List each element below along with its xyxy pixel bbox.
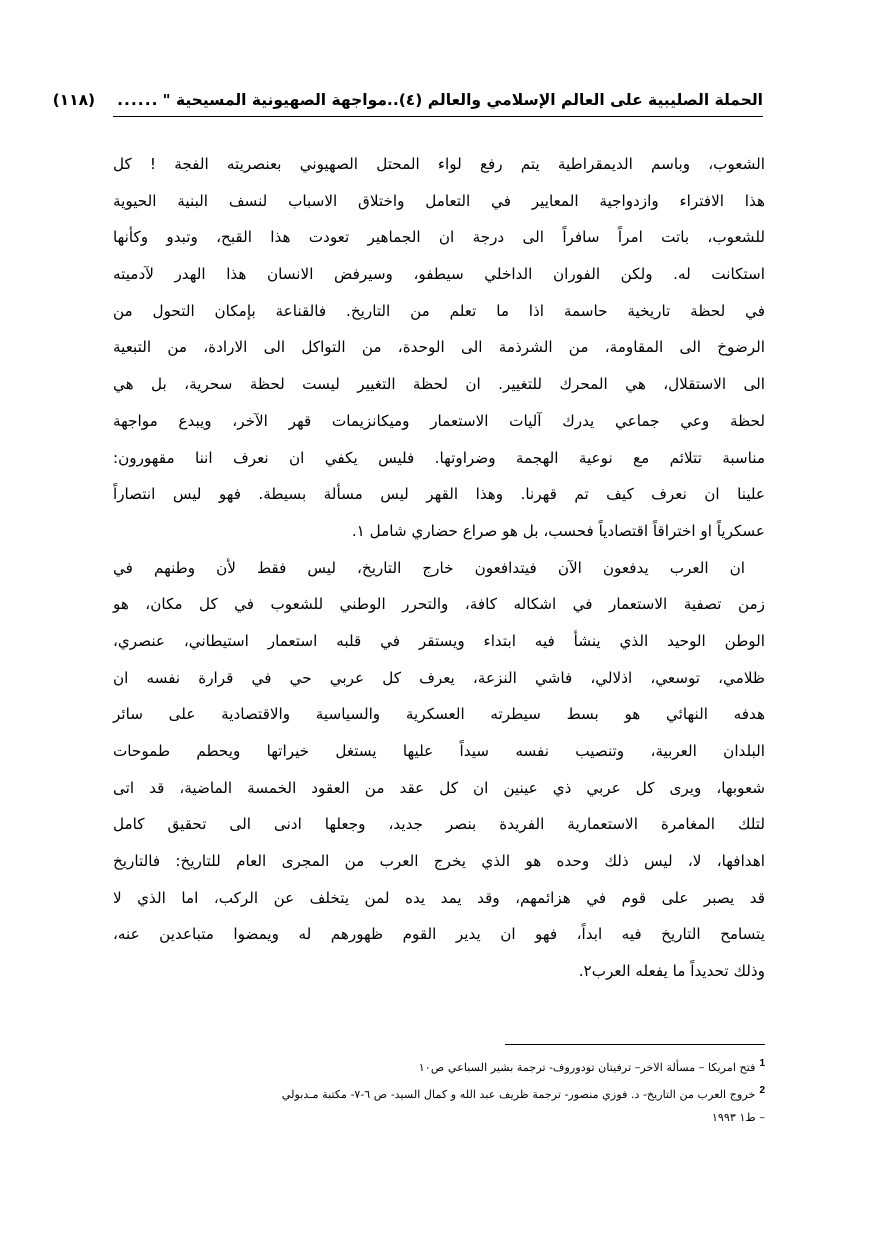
text-line: عسكرياً او اختراقاً اقتصادياً فحسب، بل هو صراع حضاري شامل ١. [351, 521, 765, 540]
text-line: الشعوب، وباسم الديمقراطية يتم رفع لواء المحتل الصهيوني بعنصريته الفجة ! كل [113, 155, 765, 173]
paragraph-2 [113, 550, 765, 990]
text-line: قد يصبر على قوم في هزائمهم، وقد يمد يده لمن يتخلف عن الركب، اما الذي لا [113, 888, 765, 907]
footnote-marker: 2 [759, 1085, 765, 1096]
text-line: الى الاستقلال، هي المحرك للتغيير. ان لحظة التغيير ليست لحظة سحرية، بل هي [113, 375, 765, 394]
text-line: هدفه النهائي هو بسط سيطرته العسكرية والسياسية والاقتصادية على سائر [113, 705, 765, 724]
text-line: اهدافها، لا، ليس ذلك وحده هو الذي يخرج العرب من المجرى العام للتاريخ: فالتاريخ [113, 852, 765, 871]
text-line: للشعوب، باتت امراً سافراً الى درجة ان الجماهير تعودت هذا القبح، وتبدو وكأنها [113, 228, 765, 247]
footnote-marker: 1 [759, 1058, 765, 1069]
footnote-separator [505, 1044, 765, 1045]
text-line: هذا الافتراء وازدواجية المعايير في التعامل واختلاق الاسباب لنسف البنية الحيوية [113, 191, 765, 210]
text-line: لحظة وعي جماعي يدرك آليات الاستعمار وميكانزيمات قهر الآخر، ويبدع مواجهة [113, 411, 765, 430]
page-number: (١١٨) [52, 91, 96, 109]
text-line: لتلك المغامرة الاستعمارية الفريدة بنصر جديد، وجعلها ادنى الى تحقيق كامل [113, 815, 765, 834]
text-line: وذلك تحديداً ما يفعله العرب٢. [578, 962, 765, 981]
text-line: البلدان العربية، وتنصيب نفسه سيداً عليها يستغل خيراتها ويحطم طموحات [113, 742, 765, 760]
text-line: شعوبها، ويرى كل عربي ذي عينين ان كل عقد من العقود الخمسة الماضية، قد اتى [113, 778, 765, 797]
text-line: استكانت له. ولكن الفوران الداخلي سيطفو، وسيرفض الانسان هذا الهدر لآدميته [113, 265, 765, 284]
text-line: يتسامح التاريخ فيه ابداً، فهو ان يدير القوم ظهورهم له ويمضوا متباعدين عنه، [113, 925, 765, 944]
running-title-ellipsis: ...... [117, 91, 159, 109]
footnote-text: خروج العرب من التاريخ- د. فوزي منصور- ترجمة ظريف عبد الله و كمال السيد- ص ٦-٧- مكتبة مـدبولي [281, 1088, 756, 1101]
body-text [113, 146, 765, 990]
footnote-2 [113, 1079, 765, 1129]
footnote-text-continued: – ط١ ١٩٩٣ [711, 1111, 765, 1124]
running-title: الحملة الصليبية على العالم الإسلامي والعالم (٤)..مواجهة الصهيونية المسيحية " [162, 91, 763, 109]
footnote-text: فتح امريكا – مسألة الاخر– ترفيتان تودوروف- ترجمة بشير السباعي ص١٠ [418, 1061, 756, 1074]
text-line: مناسبة تتلائم مع نوعية الهجمة وضراوتها. فليس يكفي ان نعرف اننا مقهورون: [113, 448, 765, 467]
text-line: زمن تصفية الاستعمار في اشكاله كافة، والتحرر الوطني للشعوب في كل مكان، هو [113, 595, 765, 614]
text-line: الوطن الوحيد الذي ينشأ فيه ابتداء ويستقر في قلبه استعمار استيطاني، عنصري، [113, 631, 765, 650]
text-line: ظلامي، توسعي، اذلالي، فاشي النزعة، يعرف كل عربي حي في قرارة نفسه ان [113, 668, 765, 687]
page-header [52, 86, 763, 117]
footnote-1 [113, 1052, 765, 1079]
text-line: في لحظة تاريخية حاسمة اذا ما تعلم من التاريخ. فالقناعة بإمكان التحول من [113, 301, 765, 320]
text-line: علينا ان نعرف كيف تم قهرنا. وهذا القهر ليس مسألة بسيطة. فهو ليس انتصاراً [113, 485, 765, 504]
footnotes [113, 1052, 765, 1129]
text-line: الرضوخ الى المقاومة، من الشرذمة الى الوحدة، من التواكل الى الارادة، من التبعية [113, 338, 765, 357]
text-line: ان العرب يدفعون الآن فيتدافعون خارج التاريخ، ليس فقط لأن وطنهم في [113, 558, 745, 577]
paragraph-1 [113, 146, 765, 550]
